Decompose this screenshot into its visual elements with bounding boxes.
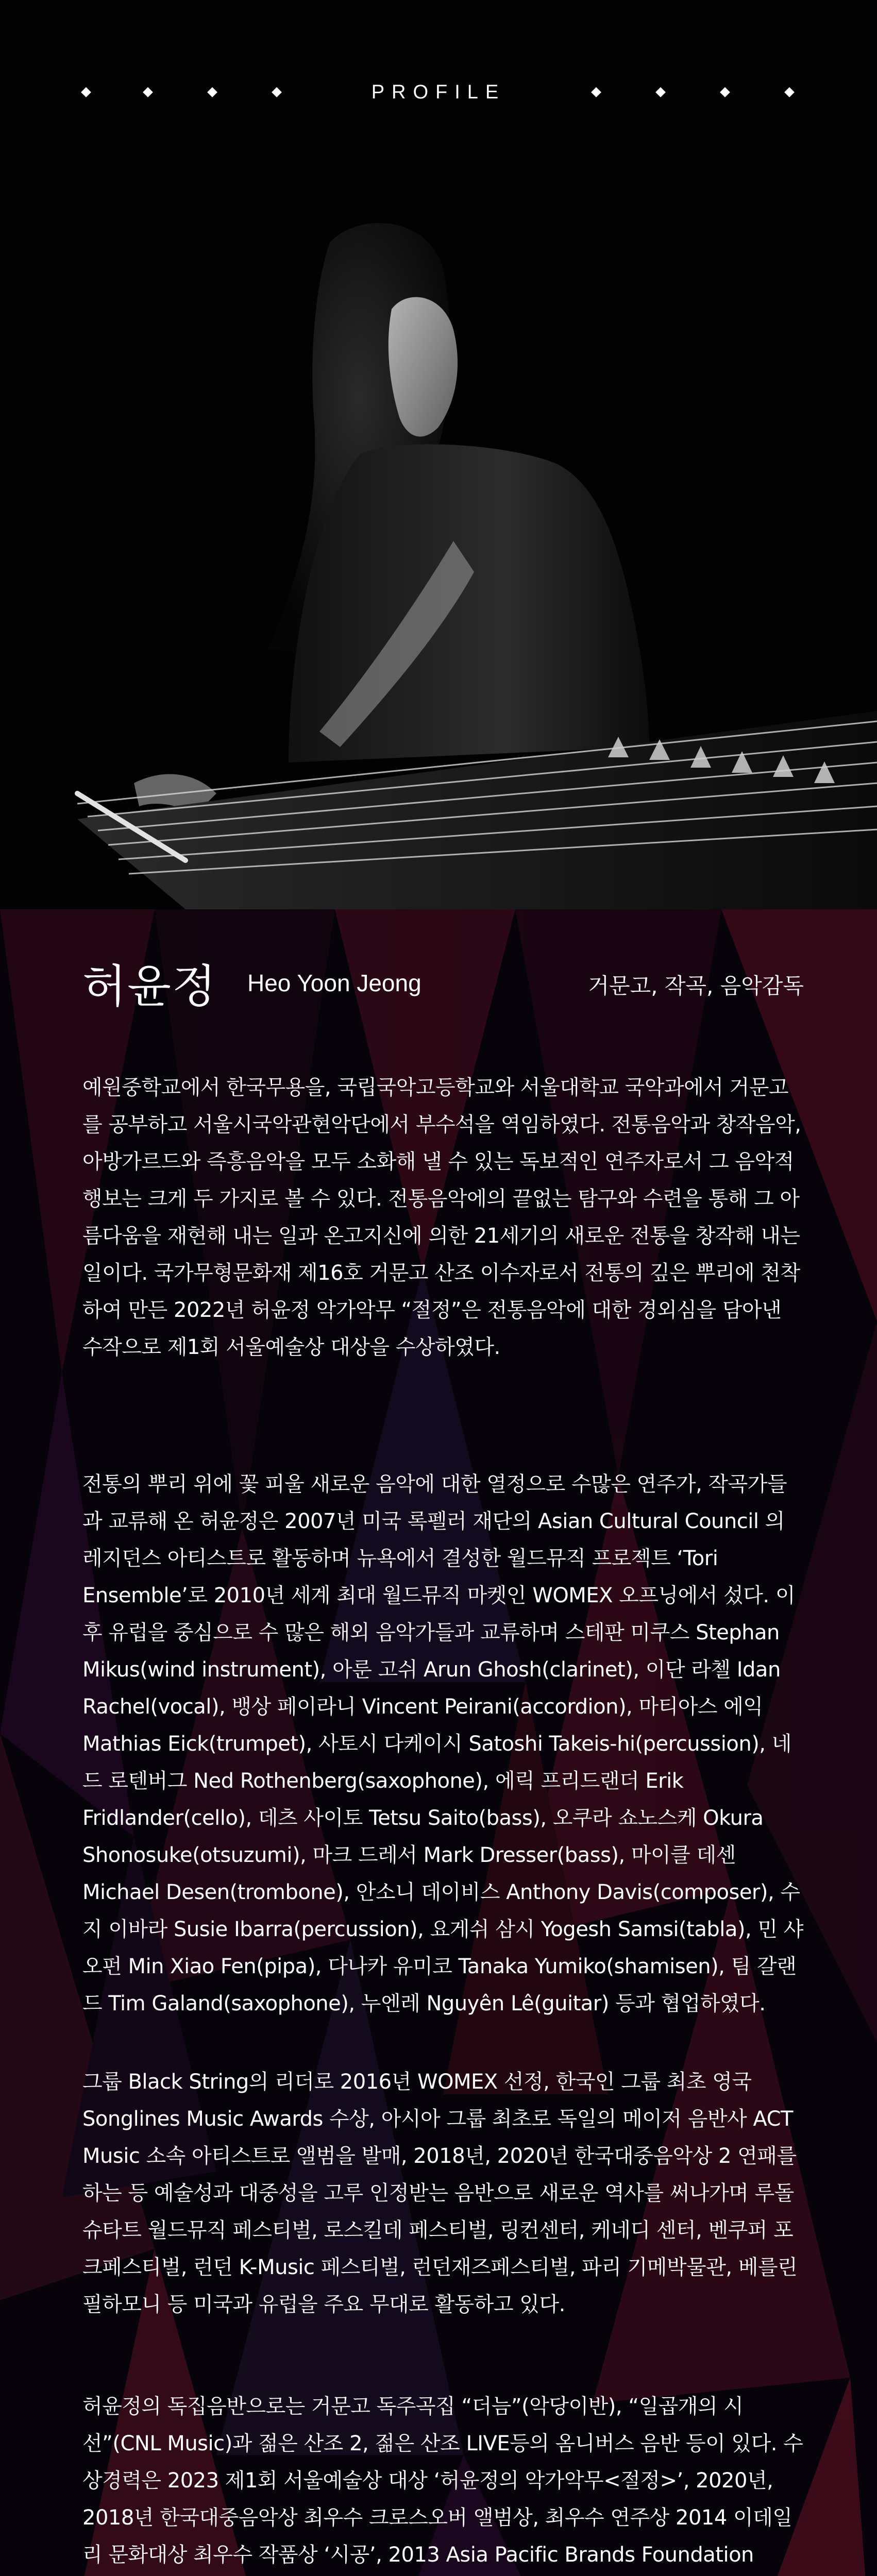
bio-paragraph: 그룹 Black String의 리더로 2016년 WOMEX 선정, 한국인 그룹 최초 영국 Songlines Music Awards 수상, 아시아 그룹 최초로 독일의 메이저 음반사 ACT Music 소속 아티스트로 앨범을 발매, 2018년, 2020년 한국대중음악상 2 연패를 하는 등 예술성과 대중성을 고루 인정받는 음반으로 새로운 역사를 써나가며 루돌슈타트 월드뮤직 페스티벌, 로스킬데 페스티벌, 링컨센터, 케네디 센터, 벤쿠퍼 포크페스티벌, 런던 K-Music 페스티벌, 런던재즈페스티벌, 파리 기메박물관, 베를린필하모니 등 미국과 유럽을 주요 무대로 활동하고 있다. xyxy=(82,2070,798,2316)
performer-photo-illustration xyxy=(0,0,877,909)
bio-paragraph: 전통의 뿌리 위에 꽃 피울 새로운 음악에 대한 열정으로 수많은 연주가, 작곡가들과 교류해 온 허윤정은 2007년 미국 록펠러 재단의 Asian Cultural Council 의 레지던스 아티스트로 활동하며 뉴욕에서 결성한 월드뮤직 프로젝트 ‘Tori Ensemble’로 2010년 세계 최대 월드뮤직 마켓인 WOMEX 오프닝에서 섰다. 이후 유럽을 중심으로 수 많은 해외 음악가들과 교류하며 스테판 미쿠스 Stephan Mikus(wind instrument), 아룬 고쉬 Arun Ghosh(clarinet), 이단 라첼 Idan Rachel(vocal), 뱅상 페이라니 Vincent Peirani(accordion), 마티아스 에익 Mathias Eick(trumpet), 사토시 다케이시 Satoshi Takeis-hi(percussion), 네드 로텐버그 Ned Rothenberg(saxophone), 에릭 프리드랜더 Erik Fridlander(cello), 데츠 사이토 Tetsu Saito(bass), 오쿠라 쇼노스케 Okura Shonosuke(otsuzumi), 마크 드레서 Mark Dresser(bass), 마이클 데센 Michael Desen(trombone), 안소니 데이비스 Anthony Davis(composer), 수지 이바라 Susie Ibarra(percussion), 요게쉬 삼시 Yogesh Samsi(tabla), 민 샤오펀 Min Xiao Fen(pipa), 다나카 유미코 Tanaka Yumiko(shamisen), 팀 갈랜드 Tim Galand(saxophone), 누엔레 Nguyên Lê(guitar) 등과 협업하였다. xyxy=(82,1472,803,2015)
artist-name-english: Heo Yoon Jeong xyxy=(247,970,421,996)
bio-paragraph: 허윤정의 독집음반으로는 거문고 독주곡집 “더늠”(악당이반), “일곱개의 시선”(CNL Music)과 젊은 산조 2, 젊은 산조 LIVE등의 옴니버스 음반 등이 있다. 수상경력은 2023 제1회 서울예술상 대상 ‘허윤정의 악가악무<절정>’, 2020년, 2018년 한국대중음악상 최우수 크로스오버 앨범상, 최우수 연주상 2014 이데일리 문화대상 최우수 작품상 ‘시공’, 2013 Asia Pacific Brands Foundation xyxy=(82,2395,803,2567)
bio-paragraph: 예원중학교에서 한국무용을, 국립국악고등학교와 서울대학교 국악과에서 거문고를 공부하고 서울시국악관현악단에서 부수석을 역임하였다. 전통음악과 창작음악, 아방가르드와 즉흥음악을 모두 소화해 낼 수 있는 독보적인 연주자로서 그 음악적 행보는 크게 두 가지로 볼 수 있다. 전통음악에의 끝없는 탐구와 수련을 통해 그 아름다움을 재현해 내는 일과 온고지신에 의한 21세기의 새로운 전통을 창작해 내는 일이다. 국가무형문화재 제16호 거문고 산조 이수자로서 전통의 깊은 뿌리에 천착하여 만든 2022년 허윤정 악가악무 “절정”은 전통음악에 대한 경외심을 담아낸 수작으로 제1회 서울예술상 대상을 수상하였다. xyxy=(82,1076,801,1359)
artist-name-row xyxy=(82,951,804,1013)
profile-header xyxy=(0,77,877,108)
artist-name-korean: 허윤정 xyxy=(82,960,217,1013)
hero-photo xyxy=(0,0,877,909)
section-title: PROFILE xyxy=(371,81,506,103)
artist-roles: 거문고, 작곡, 음악감독 xyxy=(588,973,804,998)
